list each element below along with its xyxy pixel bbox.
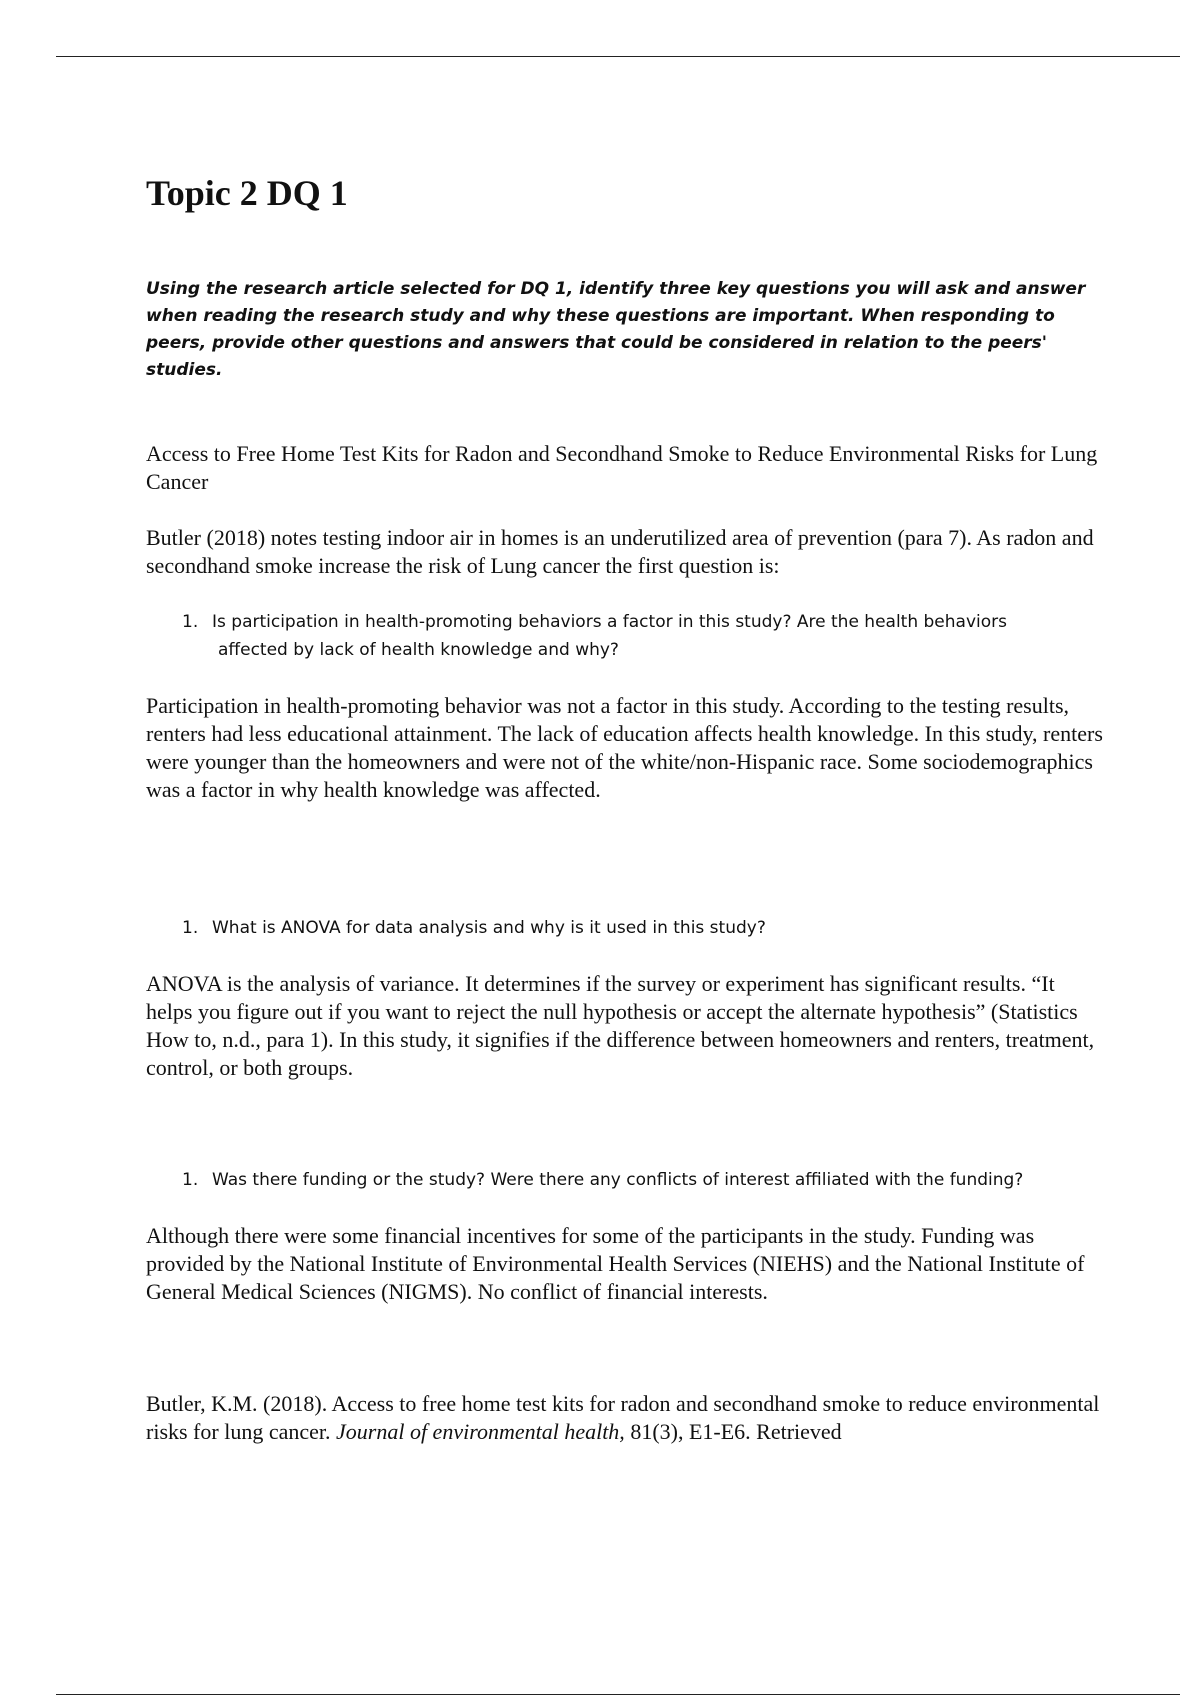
answer-paragraph: Participation in health-promoting behavior was not a factor in this study. According to the testing results, renters had less educational attainment. The lack of education affects health knowledge. In this study, renters were younger than the homeowners and were not of the white/non-Hispanic race. Some sociodemographics was a factor in why health knowledge was affected.	[146, 693, 1103, 802]
journal-name: Journal of environmental health,	[336, 1419, 625, 1444]
intro-paragraph: Butler (2018) notes testing indoor air in homes is an underutilized area of prevention (para 7). As radon and secondhand smoke increase the risk of Lung cancer the first question is:	[146, 525, 1094, 578]
page-title: Topic 2 DQ 1	[146, 173, 348, 213]
top-rule	[56, 56, 1180, 57]
answer-paragraph: Although there were some financial incentives for some of the participants in the study. Funding was provided by the National Institute of Environmental Health Services (NIEHS) and the National Institute of General Medical Sciences (NIGMS). No conflict of financial interests.	[146, 1223, 1085, 1304]
question-number: 1.	[182, 1170, 199, 1190]
question-item	[182, 608, 1082, 664]
reference-text: Butler, K.M. (2018). Access to free home test kits for radon and secondhand smoke to reduce environmental risks for lung cancer.	[146, 1391, 1100, 1444]
question-item	[182, 1166, 1082, 1194]
article-title: Access to Free Home Test Kits for Radon and Secondhand Smoke to Reduce Environmental Risks for Lung Cancer	[146, 441, 1098, 494]
question-text: Is participation in health-promoting behaviors a factor in this study? Are the health behaviors	[212, 612, 1007, 632]
question-number: 1.	[182, 918, 199, 938]
question-text-continued: affected by lack of health knowledge and why?	[218, 640, 619, 660]
question-number: 1.	[182, 612, 199, 632]
question-item	[182, 914, 1082, 942]
bottom-rule	[56, 1694, 1180, 1695]
reference-entry	[146, 1390, 1106, 1446]
question-text: Was there funding or the study? Were there any conflicts of interest affiliated with the funding?	[212, 1170, 1024, 1190]
discussion-prompt: Using the research article selected for DQ 1, identify three key questions you will ask and answer when reading the research study and why these questions are important. When responding to peers, provide other questions and answers that could be considered in relation to the peers' studies.	[146, 279, 1086, 380]
answer-paragraph: ANOVA is the analysis of variance. It determines if the survey or experiment has significant results. “It helps you figure out if you want to reject the null hypothesis or accept the alternate hypothesis” (Statistics How to, n.d., para 1). In this study, it signifies if the difference between homeowners and renters, treatment, control, or both groups.	[146, 971, 1095, 1080]
reference-volume: 81(3), E1-E6. Retrieved	[624, 1419, 842, 1444]
question-text: What is ANOVA for data analysis and why is it used in this study?	[212, 918, 766, 938]
